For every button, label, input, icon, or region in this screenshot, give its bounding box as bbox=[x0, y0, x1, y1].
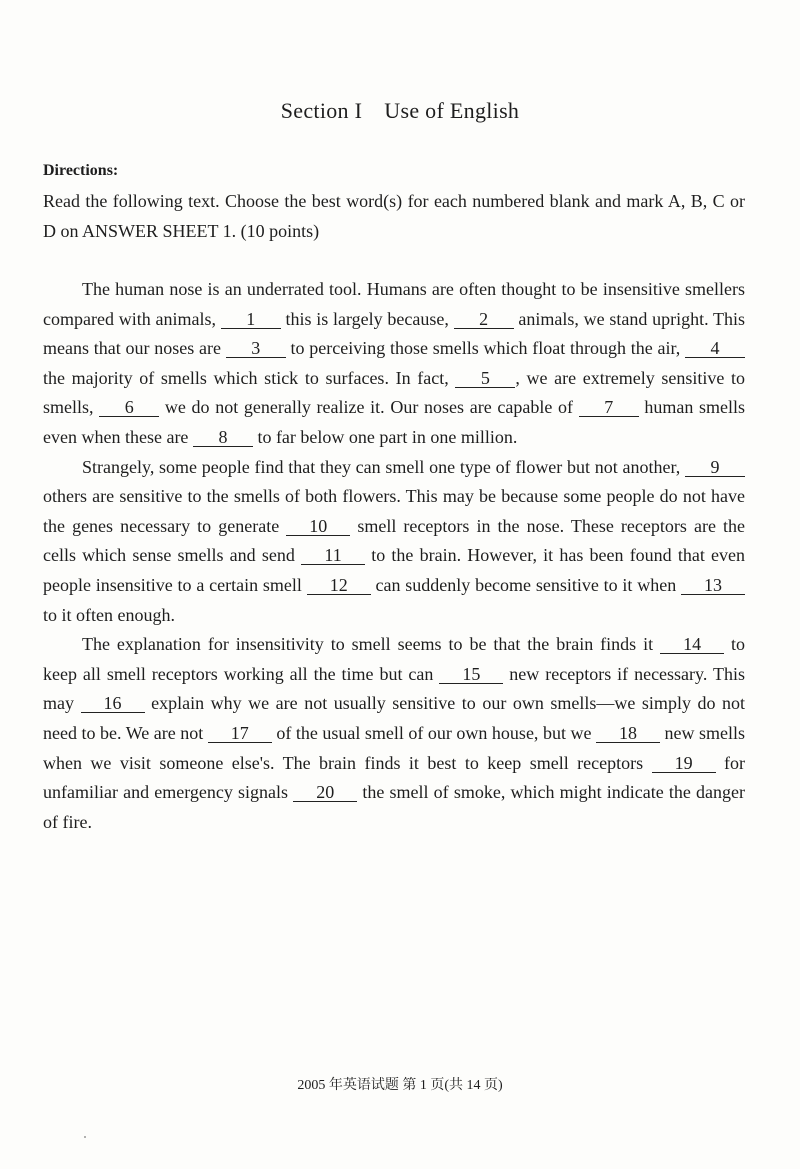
blank-4: 4 bbox=[685, 339, 745, 358]
blank-15: 15 bbox=[439, 665, 503, 684]
blank-3: 3 bbox=[226, 339, 286, 358]
passage-text: new smells when we visit someone else's. The brain finds it best to keep smell receptors bbox=[43, 722, 746, 773]
passage-text: the majority of smells which stick to surfaces. In fact, bbox=[43, 367, 449, 388]
paragraph-2 bbox=[43, 453, 745, 631]
passage-text: The explanation for insensitivity to smell seems to be that the brain finds it bbox=[82, 634, 654, 655]
blank-11: 11 bbox=[301, 546, 365, 565]
blank-14: 14 bbox=[660, 635, 724, 654]
passage-text: for unfamiliar and emergency signals bbox=[43, 752, 746, 803]
passage-text: to it often enough. bbox=[43, 604, 175, 625]
passage-text: to perceiving those smells which float through the air, bbox=[290, 338, 681, 359]
blank-6: 6 bbox=[99, 398, 159, 417]
passage-text: this is largely because, bbox=[285, 308, 449, 329]
passage-text: human smells even when these are bbox=[43, 397, 746, 447]
passage-text: new receptors if necessary. This may bbox=[43, 663, 745, 714]
passage-text: can suddenly become sensitive to it when bbox=[375, 574, 677, 595]
blank-17: 17 bbox=[208, 724, 272, 743]
passage-text: smell receptors in the nose. These receptors are the cells which sense smells and send bbox=[43, 515, 745, 566]
passage-text: animals, we stand upright. This means that our noses are bbox=[43, 308, 746, 359]
blank-5: 5 bbox=[455, 369, 515, 388]
blank-10: 10 bbox=[286, 517, 350, 536]
passage-text: Strangely, some people find that they can smell one type of flower but not another, bbox=[82, 456, 681, 477]
paragraph-1 bbox=[43, 275, 745, 453]
passage-text: others are sensitive to the smells of both flowers. This may be because some people do not have the genes necessary to generate bbox=[43, 486, 745, 536]
passage-text: to the brain. However, it has been found that even people insensitive to a certain smell bbox=[43, 545, 746, 595]
directions-text: Read the following text. Choose the best word(s) for each numbered blank and mark A, B, C or D on ANSWER SHEET 1. (10 points) bbox=[43, 191, 745, 241]
directions-label: Directions: bbox=[43, 162, 119, 179]
blank-12: 12 bbox=[307, 576, 371, 595]
blank-7: 7 bbox=[579, 398, 639, 417]
section-number: Section I bbox=[280, 98, 363, 123]
blank-1: 1 bbox=[221, 310, 281, 329]
page-footer: 2005 年英语试题 第 1 页(共 14 页) bbox=[297, 1078, 503, 1093]
blank-18: 18 bbox=[596, 724, 660, 743]
passage-text: , we are extremely sensitive to smells, bbox=[43, 367, 746, 418]
scan-speck bbox=[84, 1136, 86, 1138]
blank-13: 13 bbox=[681, 576, 745, 595]
section-title bbox=[0, 98, 800, 124]
blank-8: 8 bbox=[193, 428, 253, 447]
passage-text: we do not generally realize it. Our noses are capable of bbox=[164, 397, 573, 418]
blank-19: 19 bbox=[652, 754, 716, 773]
blank-2: 2 bbox=[454, 310, 514, 329]
passage bbox=[43, 275, 745, 837]
paragraph-3 bbox=[43, 630, 745, 837]
passage-text: the smell of smoke, which might indicate the danger of fire. bbox=[43, 782, 746, 832]
blank-20: 20 bbox=[293, 783, 357, 802]
blank-9: 9 bbox=[685, 458, 745, 477]
passage-text: to far below one part in one million. bbox=[257, 426, 518, 447]
passage-text: The human nose is an underrated tool. Humans are often thought to be insensitive smellers compared with animals, bbox=[43, 279, 745, 329]
passage-text: to keep all smell receptors working all the time but can bbox=[43, 634, 746, 684]
blank-16: 16 bbox=[81, 694, 145, 713]
passage-text: explain why we are not usually sensitive to our own smells—we simply do not need to be. We are not bbox=[43, 693, 746, 743]
section-name: Use of English bbox=[384, 98, 520, 123]
passage-text: of the usual smell of our own house, but we bbox=[276, 722, 592, 743]
